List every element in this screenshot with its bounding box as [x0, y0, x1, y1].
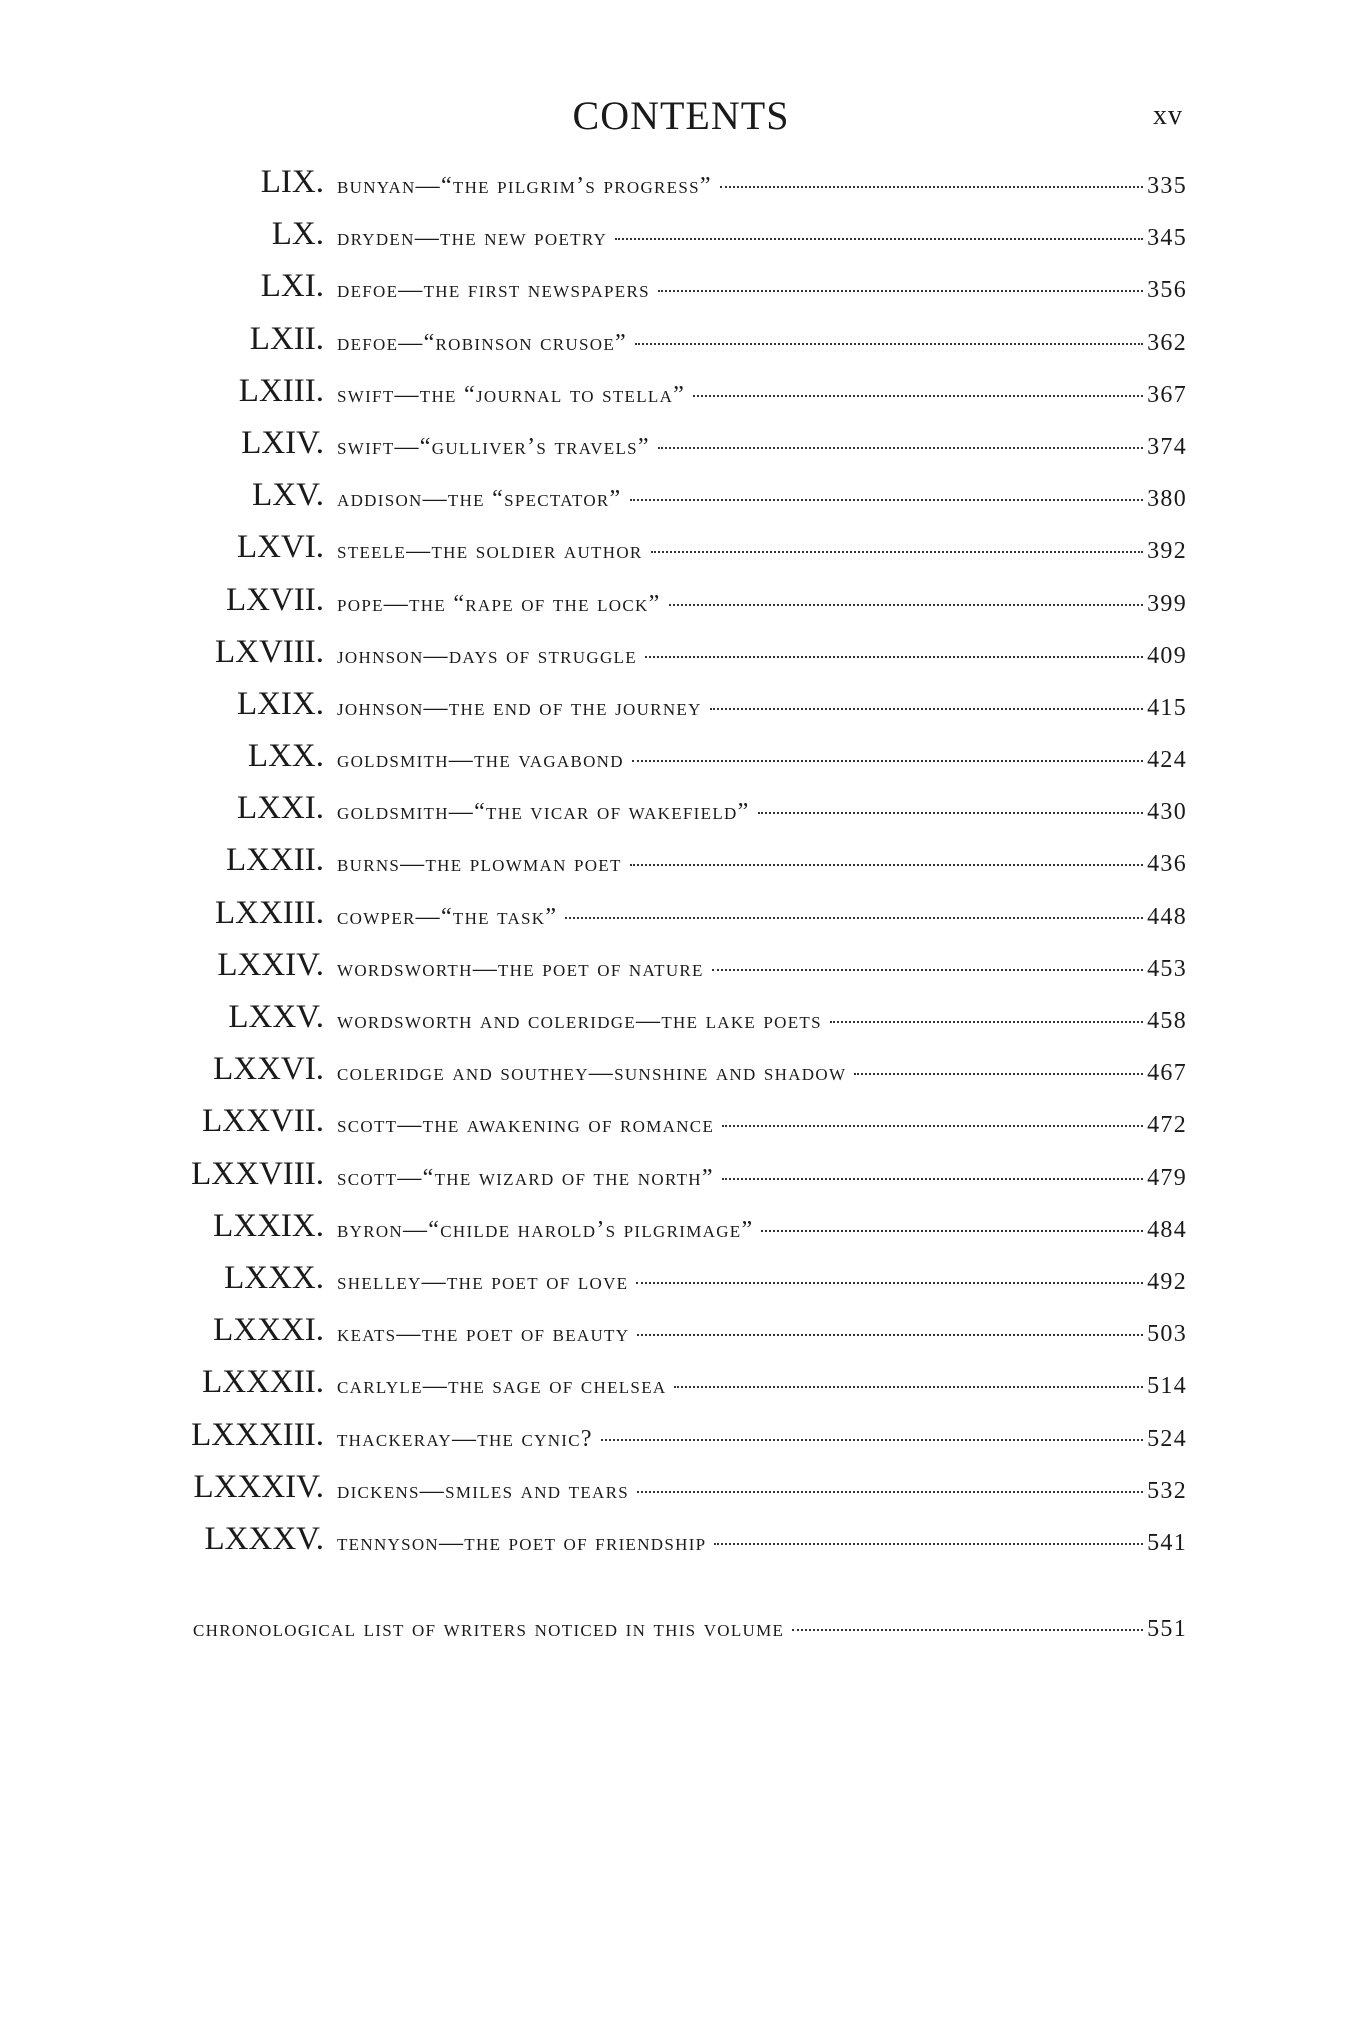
dot-leader: [720, 186, 1143, 188]
chapter-number: LXX.: [247, 738, 324, 775]
chapter-title: dickens—smiles and tears: [337, 1477, 629, 1504]
toc-row: [0, 578, 1362, 630]
toc-row: [0, 838, 1362, 890]
toc-row: [0, 1413, 1362, 1465]
dot-leader: [710, 708, 1143, 710]
toc-row: [0, 682, 1362, 734]
toc-row: [0, 1152, 1362, 1204]
chapter-page: 345: [1147, 225, 1187, 252]
chapter-title: scott—“the wizard of the north”: [337, 1164, 714, 1191]
chapter-number: LXXVII.: [202, 1103, 324, 1140]
chapter-title: swift—the “journal to stella”: [337, 381, 686, 408]
toc-entry: [337, 1112, 1187, 1139]
chapter-number: LXI.: [260, 268, 324, 305]
toc-row: [0, 943, 1362, 995]
toc-row: [0, 891, 1362, 943]
chapter-number: LXXX.: [224, 1259, 324, 1296]
toc-appendix-entry: [193, 1616, 1187, 1643]
appendix-title: chronological list of writers noticed in this volume: [193, 1616, 785, 1642]
chapter-title: wordsworth—the poet of nature: [337, 955, 704, 982]
chapter-number: LXXIII.: [214, 894, 324, 931]
chapter-number: LXIX.: [236, 685, 324, 722]
chapter-title: johnson—the end of the journey: [337, 694, 702, 721]
chapter-number: LIX.: [260, 164, 324, 200]
chapter-page: 335: [1147, 173, 1187, 199]
chapter-title: bunyan—“the pilgrim’s progress”: [337, 173, 712, 199]
dot-leader: [651, 551, 1144, 553]
chapter-page: 453: [1147, 955, 1187, 982]
toc-row: [0, 630, 1362, 682]
toc-entry: [337, 904, 1187, 931]
dot-leader: [637, 1334, 1143, 1336]
chapter-number: LXVI.: [236, 529, 324, 566]
chapter-title: dryden—the new poetry: [337, 225, 608, 252]
dot-leader: [630, 499, 1144, 501]
chapter-page: 467: [1147, 1060, 1187, 1087]
chapter-page: 541: [1147, 1529, 1187, 1556]
dot-leader: [658, 290, 1143, 292]
toc-entry: [337, 1165, 1187, 1192]
table-of-contents: [0, 160, 1362, 1569]
chapter-title: defoe—the first newspapers: [337, 277, 650, 304]
toc-entry: [337, 434, 1187, 461]
toc-entry: [337, 277, 1187, 304]
chapter-title: burns—the plowman poet: [337, 851, 622, 878]
toc-entry: [337, 538, 1187, 565]
chapter-number: LXXII.: [225, 842, 324, 879]
chapter-page: 524: [1147, 1425, 1187, 1452]
dot-leader: [722, 1178, 1143, 1180]
toc-entry: [337, 1008, 1187, 1035]
dot-leader: [674, 1386, 1143, 1388]
toc-entry: [337, 1373, 1187, 1400]
toc-row: [0, 160, 1362, 212]
toc-row: [0, 212, 1362, 264]
chapter-title: carlyle—the sage of chelsea: [337, 1373, 667, 1400]
chapter-page: 380: [1147, 486, 1187, 513]
dot-leader: [693, 395, 1143, 397]
chapter-page: 356: [1147, 277, 1187, 304]
chapter-number: LXIII.: [238, 372, 324, 409]
dot-leader: [722, 1125, 1143, 1127]
chapter-page: 430: [1147, 799, 1187, 826]
toc-entry: [337, 1060, 1187, 1087]
chapter-title: defoe—“robinson crusoe”: [337, 329, 627, 356]
chapter-number: LXXVIII.: [191, 1155, 324, 1192]
chapter-page: 392: [1147, 538, 1187, 565]
page-title: CONTENTS: [572, 93, 790, 138]
chapter-title: goldsmith—“the vicar of wakefield”: [337, 799, 750, 826]
chapter-number: LXXIX.: [213, 1207, 324, 1244]
dot-leader: [761, 1230, 1143, 1232]
chapter-page: 458: [1147, 1008, 1187, 1034]
chapter-number: LXXXIII.: [191, 1416, 324, 1453]
chapter-page: 415: [1147, 694, 1187, 721]
toc-row: [0, 1099, 1362, 1151]
toc-entry: [337, 1426, 1187, 1453]
chapter-page: 472: [1147, 1112, 1187, 1139]
chapter-number: LXIV.: [241, 424, 324, 461]
toc-entry: [337, 1321, 1187, 1348]
dot-leader: [630, 864, 1143, 866]
toc-row: [0, 995, 1362, 1047]
chapter-title: thackeray—the cynic?: [337, 1425, 593, 1452]
chapter-page: 503: [1147, 1321, 1187, 1348]
dot-leader: [601, 1439, 1143, 1441]
dot-leader: [669, 604, 1144, 606]
toc-row: [0, 1308, 1362, 1360]
toc-row: [0, 1465, 1362, 1517]
dot-leader: [758, 812, 1144, 814]
toc-row: [0, 264, 1362, 316]
toc-row: [0, 1256, 1362, 1308]
toc-entry: [337, 591, 1187, 618]
appendix-page: 551: [1147, 1616, 1187, 1642]
chapter-number: LXXIV.: [217, 946, 324, 983]
toc-entry: [337, 1269, 1187, 1296]
toc-row: [0, 317, 1362, 369]
toc-entry: [337, 747, 1187, 774]
chapter-title: wordsworth and coleridge—the lake poets: [337, 1008, 822, 1034]
dot-leader: [632, 760, 1143, 762]
toc-row: [0, 1360, 1362, 1412]
dot-leader: [792, 1629, 1143, 1631]
dot-leader: [714, 1543, 1143, 1545]
dot-leader: [636, 1282, 1143, 1284]
toc-entry: [337, 1217, 1187, 1244]
toc-row: [0, 369, 1362, 421]
chapter-page: 479: [1147, 1164, 1187, 1191]
chapter-number: LXVIII.: [214, 633, 324, 670]
chapter-number: LX.: [271, 216, 324, 253]
chapter-number: LXXV.: [228, 999, 324, 1035]
toc-row: [0, 421, 1362, 473]
chapter-title: byron—“childe harold’s pilgrimage”: [337, 1216, 754, 1243]
chapter-title: shelley—the poet of love: [337, 1268, 629, 1295]
chapter-number: LXV.: [252, 477, 324, 514]
chapter-page: 399: [1147, 590, 1187, 617]
chapter-title: steele—the soldier author: [337, 538, 643, 565]
chapter-title: pope—the “rape of the lock”: [337, 590, 661, 617]
chapter-number: LXXXIV.: [193, 1468, 324, 1505]
dot-leader: [645, 656, 1143, 658]
toc-entry: [337, 225, 1187, 252]
chapter-page: 532: [1147, 1477, 1187, 1504]
chapter-number: LXII.: [249, 320, 324, 357]
page-header: [0, 92, 1362, 144]
dot-leader: [565, 917, 1143, 919]
chapter-title: coleridge and southey—sunshine and shadow: [337, 1060, 847, 1087]
chapter-title: addison—the “spectator”: [337, 486, 622, 513]
toc-row: [0, 1047, 1362, 1099]
toc-row: [0, 1204, 1362, 1256]
dot-leader: [637, 1491, 1143, 1493]
chapter-page: 436: [1147, 851, 1187, 878]
chapter-title: tennyson—the poet of friendship: [337, 1529, 707, 1556]
toc-entry: [337, 643, 1187, 670]
chapter-title: cowper—“the task”: [337, 903, 558, 930]
dot-leader: [658, 447, 1143, 449]
dot-leader: [635, 343, 1143, 345]
chapter-number: LXXXI.: [213, 1312, 324, 1349]
chapter-page: 362: [1147, 329, 1187, 356]
toc-entry: [337, 486, 1187, 513]
chapter-page: 367: [1147, 381, 1187, 408]
toc-row: [0, 786, 1362, 838]
chapter-page: 424: [1147, 747, 1187, 774]
chapter-title: johnson—days of struggle: [337, 642, 637, 669]
chapter-title: scott—the awakening of romance: [337, 1112, 715, 1139]
page-number: xv: [1153, 100, 1183, 131]
dot-leader: [712, 969, 1143, 971]
toc-entry: [337, 173, 1187, 200]
chapter-title: goldsmith—the vagabond: [337, 747, 624, 774]
chapter-number: LXXXV.: [204, 1520, 324, 1557]
toc-row: [0, 525, 1362, 577]
toc-row: [0, 473, 1362, 525]
chapter-title: swift—“gulliver’s travels”: [337, 433, 650, 460]
chapter-title: keats—the poet of beauty: [337, 1321, 630, 1348]
chapter-page: 492: [1147, 1268, 1187, 1295]
toc-entry: [337, 956, 1187, 983]
chapter-number: LXVII.: [225, 581, 324, 618]
chapter-number: LXXVI.: [213, 1051, 324, 1088]
toc-row: [0, 1517, 1362, 1569]
dot-leader: [615, 238, 1143, 240]
chapter-number: LXXI.: [236, 790, 324, 827]
chapter-page: 374: [1147, 433, 1187, 460]
chapter-number: LXXXII.: [202, 1364, 324, 1401]
chapter-page: 409: [1147, 642, 1187, 669]
chapter-page: 514: [1147, 1373, 1187, 1400]
toc-entry: [337, 695, 1187, 722]
chapter-page: 448: [1147, 903, 1187, 930]
toc-entry: [337, 330, 1187, 357]
dot-leader: [830, 1021, 1143, 1023]
toc-entry: [337, 851, 1187, 878]
toc-entry: [337, 1530, 1187, 1557]
dot-leader: [854, 1073, 1143, 1075]
toc-row: [0, 734, 1362, 786]
toc-entry: [337, 799, 1187, 826]
toc-entry: [337, 382, 1187, 409]
chapter-page: 484: [1147, 1216, 1187, 1243]
toc-entry: [337, 1478, 1187, 1505]
